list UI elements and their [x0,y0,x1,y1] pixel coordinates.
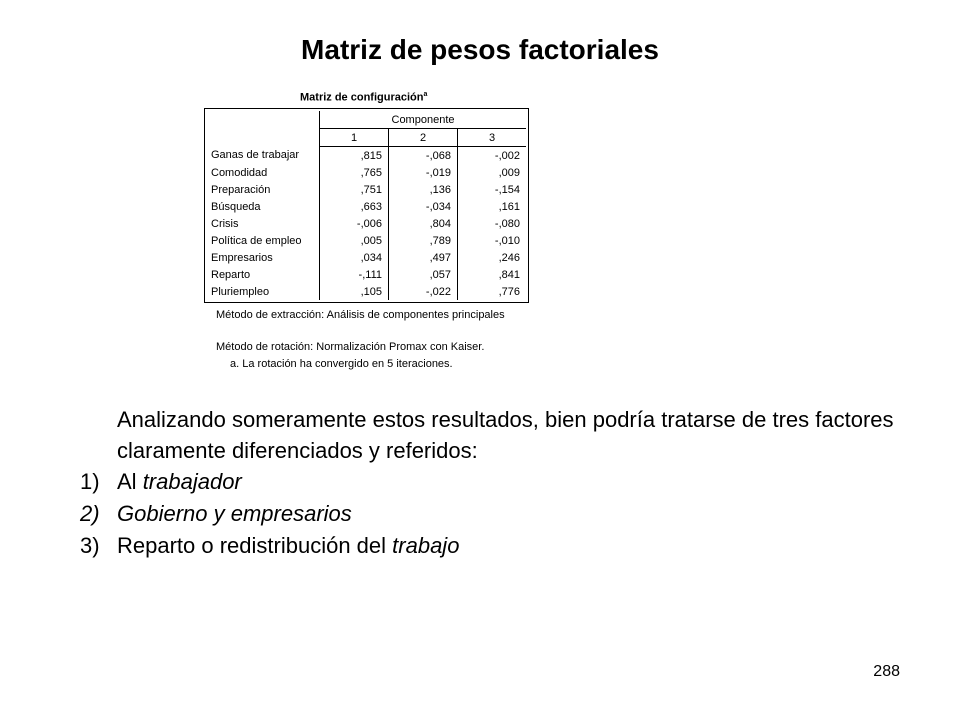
loading-cell: ,841 [498,268,520,281]
loading-cell: ,005 [360,234,382,247]
row-label: Empresarios [207,249,320,266]
pattern-matrix-table [207,111,526,300]
table-row [207,215,526,232]
table-group-header: Componente [320,111,527,129]
table-row [207,147,526,165]
table-caption [300,91,427,104]
loading-cell: -,111 [358,268,382,281]
loading-cell: -,019 [389,164,458,181]
loading-cell: ,663 [360,200,382,213]
loading-cell: ,789 [389,232,458,249]
loading-cell: ,136 [389,181,458,198]
loading-cell: -,022 [389,283,458,300]
row-label: Política de empleo [207,232,320,249]
loading-cell: -,068 [389,147,458,165]
row-label: Ganas de trabajar [207,147,320,165]
table-row [207,198,526,215]
factor-text-italic: Gobierno y empresarios [117,501,352,526]
factor-list-text [117,530,459,562]
page-number: 288 [873,663,900,680]
convergence-note-text: La rotación ha convergido en 5 iteraciones. [242,358,453,370]
row-label: Reparto [207,266,320,283]
loading-cell: -,010 [494,234,520,247]
table-group-header-row [207,111,526,129]
factor-list [80,466,459,562]
factor-text-regular: Al [117,469,143,494]
loading-cell: ,057 [389,266,458,283]
column-header-3: 3 [458,129,527,147]
factor-list-text [117,466,242,498]
factor-list-number: 1) [80,469,100,494]
slide-title: Matriz de pesos factoriales [301,34,659,65]
table-row [207,164,526,181]
row-label: Comodidad [207,164,320,181]
factor-list-item [80,466,459,498]
convergence-note-marker: a. [230,358,240,370]
table-body [207,147,526,301]
factor-list-number: 2) [80,501,100,526]
loading-cell: -,034 [389,198,458,215]
table-row [207,266,526,283]
factor-list-item [80,498,459,530]
extraction-method-note: Método de extracción: Análisis de componentes principales [216,309,505,321]
table-row [207,181,526,198]
row-label: Pluriempleo [207,283,320,300]
factor-list-item [80,530,459,562]
factor-text-regular: Reparto o redistribución del [117,533,393,558]
table-corner-cell [207,111,320,147]
analysis-paragraph: Analizando someramente estos resultados, bien podría tratarse de tres factores claramente diferenciados y referidos: [117,407,894,463]
table-row [207,249,526,266]
loading-cell: ,161 [498,200,520,213]
column-header-2: 2 [389,129,458,147]
loading-cell: ,815 [360,149,382,162]
factor-text-italic: trabajo [392,533,460,558]
column-header-1: 1 [320,129,389,147]
loading-cell: ,034 [360,251,382,264]
rotation-method-note: Método de rotación: Normalización Promax con Kaiser. [216,341,485,353]
factor-list-number: 3) [80,533,100,558]
loading-cell: ,776 [498,285,520,298]
row-label: Crisis [207,215,320,232]
loading-cell: ,105 [360,285,382,298]
row-label: Búsqueda [207,198,320,215]
table-row [207,283,526,300]
factor-text-italic: trabajador [142,469,242,494]
loading-cell: ,765 [360,166,382,179]
loading-cell: ,751 [360,183,382,196]
loading-cell: -,080 [494,217,520,230]
table-caption-text: Matriz de configuración [300,91,424,104]
factor-list-text [117,498,352,530]
row-label: Preparación [207,181,320,198]
table-row [207,232,526,249]
loading-cell: -,002 [494,149,520,162]
table-caption-superscript: a [423,91,428,98]
loading-cell: ,246 [498,251,520,264]
loading-cell: ,497 [389,249,458,266]
loading-cell: ,009 [498,166,520,179]
loading-cell: ,804 [389,215,458,232]
loading-cell: -,006 [356,217,382,230]
loading-cell: -,154 [494,183,520,196]
convergence-note [230,358,453,370]
